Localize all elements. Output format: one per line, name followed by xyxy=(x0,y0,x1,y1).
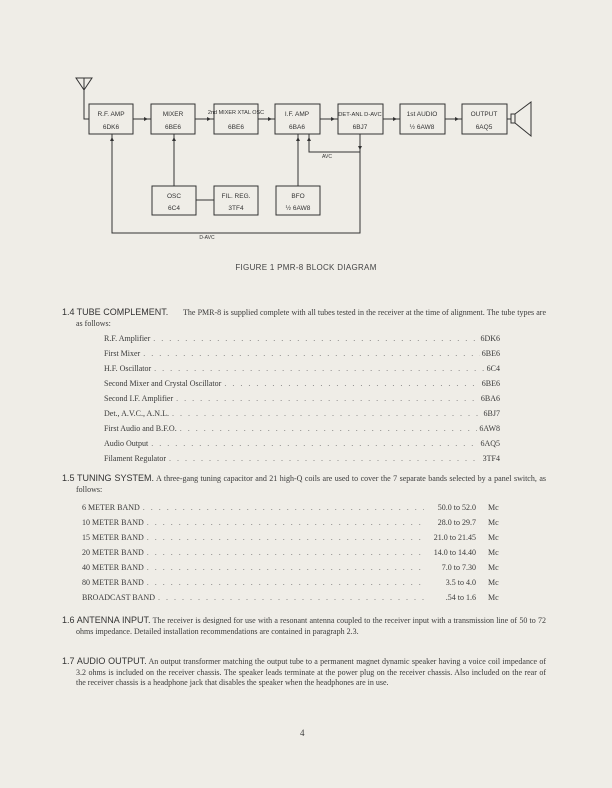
band-name: BROADCAST BAND xyxy=(82,593,155,602)
dot-leader xyxy=(147,533,424,542)
tube-function: Det., A.V.C., A.N.L. xyxy=(104,409,169,418)
block-label: I.F. AMP xyxy=(284,111,310,118)
tube-type: 6BE6 xyxy=(481,349,500,358)
section-1-4 xyxy=(62,307,546,329)
tube-type: 6DK6 xyxy=(480,334,500,343)
block-label: R.F. AMP xyxy=(97,111,125,118)
band-name: 20 METER BAND xyxy=(82,548,144,557)
block-tube: 6C4 xyxy=(168,205,180,212)
band-unit: Mc xyxy=(488,533,499,542)
section-number: 1.5 xyxy=(62,473,75,483)
block-label: FIL. REG. xyxy=(221,193,251,200)
section-title: TUNING SYSTEM. xyxy=(77,473,154,483)
band-row xyxy=(82,503,528,518)
block-tube: 6BE6 xyxy=(165,124,181,131)
band-range: 7.0 to 7.30 xyxy=(441,563,476,572)
tube-row xyxy=(104,334,500,349)
page-number: 4 xyxy=(300,728,305,738)
block-tube: 6BE6 xyxy=(228,124,244,131)
dot-leader xyxy=(180,424,478,433)
speaker-icon xyxy=(511,102,531,136)
band-row xyxy=(82,578,528,593)
dot-leader xyxy=(147,563,424,572)
band-range: 50.0 to 52.0 xyxy=(437,503,476,512)
band-row xyxy=(82,533,528,548)
band-range: .54 to 1.6 xyxy=(445,593,476,602)
section-1-7 xyxy=(62,656,546,689)
block-label: 2nd MIXER XTAL OSC xyxy=(207,110,265,116)
section-text: A three-gang tuning capacitor and 21 high-Q coils are used to cover the 7 separate bands selected by a panel switch, as follows: xyxy=(76,474,547,494)
band-unit: Mc xyxy=(488,593,499,602)
tube-function: Second I.F. Amplifier xyxy=(104,394,174,403)
band-range: 14.0 to 14.40 xyxy=(433,548,476,557)
tube-row xyxy=(104,454,500,469)
tube-type: 6BA6 xyxy=(480,394,500,403)
section-text: The PMR-8 is supplied complete with all tubes tested in the receiver at the time of alignment. The tube types are as follows: xyxy=(76,308,547,328)
tube-row xyxy=(104,379,500,394)
tube-list xyxy=(104,334,500,469)
tube-type: 6C4 xyxy=(486,364,500,373)
dot-leader xyxy=(147,518,424,527)
band-row xyxy=(82,563,528,578)
band-range: 3.5 to 4.0 xyxy=(445,578,476,587)
tube-row xyxy=(104,424,500,439)
tube-type: 6AQ5 xyxy=(480,439,500,448)
block-label: DET-ANL D-AVC xyxy=(338,112,382,118)
block-label: BFO xyxy=(291,193,305,200)
dot-leader xyxy=(176,394,479,403)
tube-type: 6AW8 xyxy=(479,424,500,433)
band-name: 10 METER BAND xyxy=(82,518,144,527)
band-unit: Mc xyxy=(488,503,499,512)
section-text: An output transformer matching the output tube to a permanent magnet dynamic speaker having a voice coil impedance of 3.2 ohms is included on the receiver chassis. The speaker leads terminate at the power plug on the receiver chassis. Also included on the rear of the receiver chassis is a headphone jack that disables the speaker when the headphones are in use. xyxy=(76,657,546,687)
davc-label: D-AVC xyxy=(199,235,215,241)
dot-leader xyxy=(158,593,424,602)
tube-function: Filament Regulator xyxy=(104,454,166,463)
dot-leader xyxy=(224,379,479,388)
tube-type: 6BJ7 xyxy=(483,409,500,418)
band-row xyxy=(82,593,528,608)
section-title: AUDIO OUTPUT. xyxy=(76,656,147,666)
tube-function: R.F. Amplifier xyxy=(104,334,151,343)
dot-leader xyxy=(147,548,424,557)
block-tube: ½ 6AW8 xyxy=(409,124,435,131)
tube-row xyxy=(104,364,500,379)
dot-leader xyxy=(147,578,424,587)
dot-leader xyxy=(143,349,480,358)
block-tube: 6BJ7 xyxy=(352,124,368,131)
section-number: 1.4 xyxy=(62,307,75,317)
band-name: 80 METER BAND xyxy=(82,578,144,587)
tube-function: H.F. Oscillator xyxy=(104,364,152,373)
band-row xyxy=(82,548,528,563)
section-number: 1.6 xyxy=(62,615,75,625)
dot-leader xyxy=(154,364,485,373)
dot-leader xyxy=(169,454,481,463)
section-title: ANTENNA INPUT. xyxy=(76,615,151,625)
tube-row xyxy=(104,394,500,409)
dot-leader xyxy=(151,439,478,448)
block-label: MIXER xyxy=(162,111,184,118)
section-number: 1.7 xyxy=(62,656,75,666)
tube-function: Audio Output xyxy=(104,439,149,448)
dot-leader xyxy=(143,503,424,512)
block-tube: 6BA6 xyxy=(289,124,305,131)
tube-row xyxy=(104,439,500,454)
band-list xyxy=(82,503,528,608)
block-tube: 3TF4 xyxy=(228,205,244,212)
band-range: 21.0 to 21.45 xyxy=(433,533,476,542)
tube-type: 3TF4 xyxy=(482,454,500,463)
tube-type: 6BE6 xyxy=(481,379,500,388)
band-unit: Mc xyxy=(488,548,499,557)
band-name: 6 METER BAND xyxy=(82,503,140,512)
band-name: 40 METER BAND xyxy=(82,563,144,572)
block-diagram xyxy=(0,0,612,250)
tube-row xyxy=(104,349,500,364)
block-tube: 6DK6 xyxy=(102,124,120,131)
tube-row xyxy=(104,409,500,424)
band-unit: Mc xyxy=(488,518,499,527)
section-title: TUBE COMPLEMENT. xyxy=(76,307,169,317)
band-name: 15 METER BAND xyxy=(82,533,144,542)
block-tube: ½ 6AW8 xyxy=(285,205,311,212)
block-tube: 6AQ5 xyxy=(475,124,493,131)
dot-leader xyxy=(172,409,482,418)
band-row xyxy=(82,518,528,533)
block-label: OSC xyxy=(166,193,182,200)
section-text: The receiver is designed for use with a resonant antenna coupled to the receiver input with a transmission line of 50 to 72 ohms impedance. Detailed installation recommendations are contained in paragraph 2.3. xyxy=(76,616,547,636)
section-1-5 xyxy=(62,473,546,495)
figure-caption: FIGURE 1 PMR-8 BLOCK DIAGRAM xyxy=(235,263,377,272)
tube-function: First Audio and B.F.O. xyxy=(104,424,177,433)
band-unit: Mc xyxy=(488,578,499,587)
band-unit: Mc xyxy=(488,563,499,572)
tube-function: First Mixer xyxy=(104,349,141,358)
dot-leader xyxy=(153,334,478,343)
avc-label: AVC xyxy=(322,154,332,160)
band-range: 28.0 to 29.7 xyxy=(437,518,476,527)
block-label: OUTPUT xyxy=(470,111,498,118)
section-1-6 xyxy=(62,615,546,637)
tube-function: Second Mixer and Crystal Oscillator xyxy=(104,379,222,388)
antenna-icon xyxy=(76,78,92,119)
block-label: 1st AUDIO xyxy=(406,111,438,118)
